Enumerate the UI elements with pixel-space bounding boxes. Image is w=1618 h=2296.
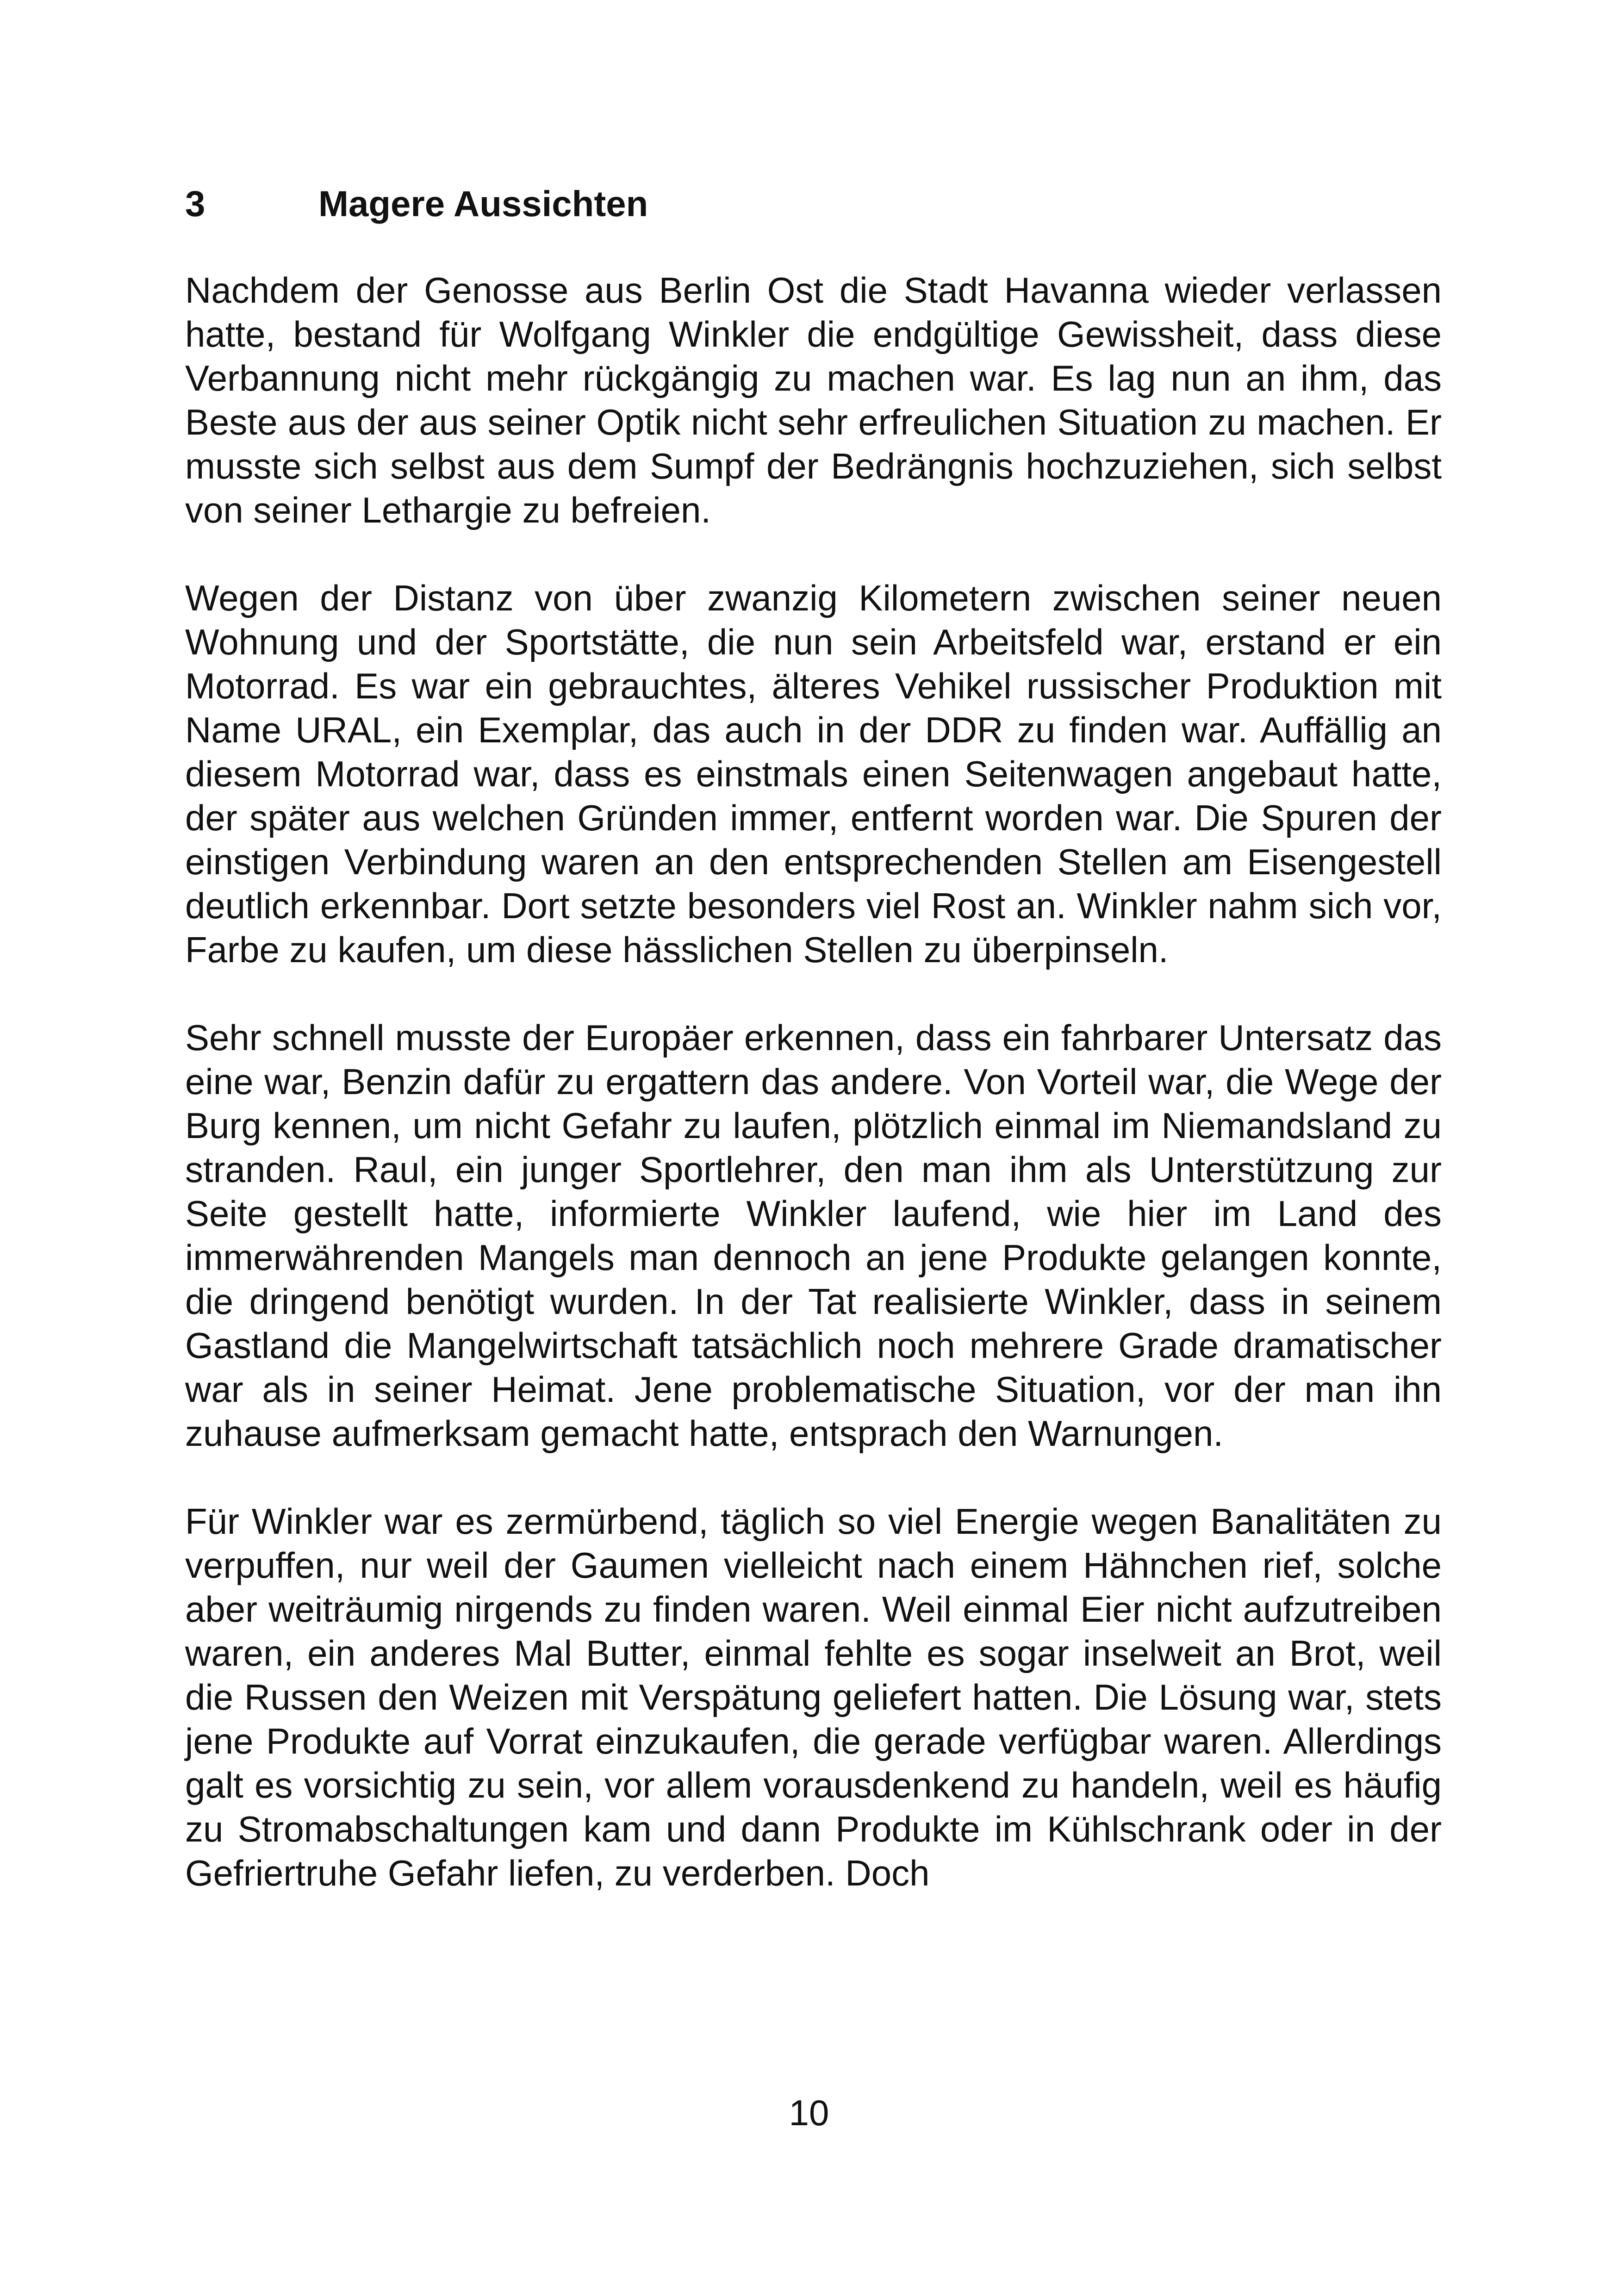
chapter-number: 3 [185, 183, 205, 224]
paragraph-2: Wegen der Distanz von über zwanzig Kilometern zwischen seiner neuen Wohnung und der Sportstätte, die nun sein Arbeitsfeld war, erstand er ein Motorrad. Es war ein gebrauchtes, älteres Vehikel russischer Produktion mit Name URAL, ein Exemplar, das auch in der DDR zu finden war. Auffällig an diesem Motorrad war, dass es einstmals einen Seitenwagen angebaut hatte, der später aus welchen Gründen immer, entfernt worden war. Die Spuren der einstigen Verbindung waren an den entsprechenden Stellen am Eisengestell deutlich erkennbar. Dort setzte besonders viel Rost an. Winkler nahm sich vor, Farbe zu kaufen, um diese hässlichen Stellen zu überpinseln. [185, 578, 1442, 970]
page-number: 10 [789, 2092, 829, 2133]
chapter-title: Magere Aussichten [318, 183, 648, 224]
paragraph-3: Sehr schnell musste der Europäer erkennen, dass ein fahrbarer Untersatz das eine war, Benzin dafür zu ergattern das andere. Von Vorteil war, die Wege der Burg kennen, um nicht Gefahr zu laufen, plötzlich einmal im Niemandsland zu stranden. Raul, ein junger Sportlehrer, den man ihm als Unterstützung zur Seite gestellt hatte, informierte Winkler laufend, wie hier im Land des immerwährenden Mangels man dennoch an jene Produkte gelangen konnte, die dringend benötigt wurden. In der Tat realisierte Winkler, dass in seinem Gastland die Mangelwirtschaft tatsächlich noch mehrere Grade dramatischer war als in seiner Heimat. Jene problematische Situation, vor der man ihn zuhause aufmerksam gemacht hatte, entsprach den Warnungen. [185, 1017, 1442, 1454]
paragraph-1: Nachdem der Genosse aus Berlin Ost die Stadt Havanna wieder verlassen hatte, bestand für Wolfgang Winkler die endgültige Gewissheit, dass diese Verbannung nicht mehr rückgängig zu machen war. Es lag nun an ihm, das Beste aus der aus seiner Optik nicht sehr erfreulichen Situation zu machen. Er musste sich selbst aus dem Sumpf der Bedrängnis hochzuziehen, sich selbst von seiner Lethargie zu befreien. [185, 270, 1442, 530]
paragraph-4: Für Winkler war es zermürbend, täglich so viel Energie wegen Banalitäten zu verpuffen, nur weil der Gaumen vielleicht nach einem Hähnchen rief, solche aber weiträumig nirgends zu finden waren. Weil einmal Eier nicht aufzutreiben waren, ein anderes Mal Butter, einmal fehlte es sogar inselweit an Brot, weil die Russen den Weizen mit Verspätung geliefert hatten. Die Lösung war, stets jene Produkte auf Vorrat einzukaufen, die gerade verfügbar waren. Allerdings galt es vorsichtig zu sein, vor allem vorausdenkend zu handeln, weil es häufig zu Stromabschaltungen kam und dann Produkte im Kühlschrank oder in der Gefriertruhe Gefahr liefen, zu verderben. Doch [185, 1501, 1442, 1893]
chapter-heading [185, 180, 1442, 227]
page-content [185, 180, 1442, 1939]
